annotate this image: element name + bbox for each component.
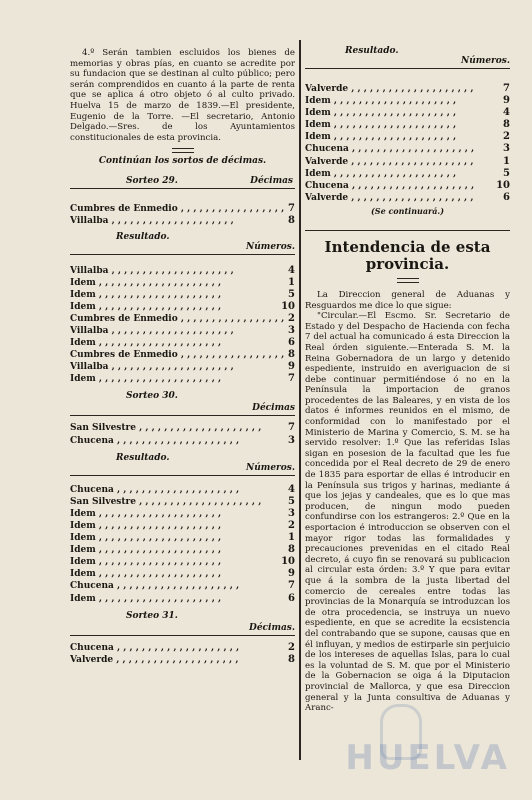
- entry-number: 4: [503, 107, 510, 119]
- sorteo-30-header: [70, 391, 295, 403]
- sorteo-row: [70, 642, 295, 654]
- heading-separator: [305, 230, 510, 231]
- entry-number: 1: [288, 276, 295, 288]
- right-column: [305, 46, 510, 714]
- entry-number: 5: [288, 495, 295, 507]
- entry-name: Idem , , , , , , , , , , , , , , , , , , , ,: [305, 132, 456, 143]
- result-row: [305, 192, 510, 204]
- entry-name: Idem , , , , , , , , , , , , , , , , , , , ,: [70, 557, 221, 568]
- entry-name: Cumbres de Enmedio , , , , , , , , , , , , , , , , , , , ,: [70, 350, 284, 361]
- entry-number: 10: [281, 556, 295, 568]
- entry-number: 10: [496, 179, 510, 191]
- entry-name: Valverde , , , , , , , , , , , , , , , , , , , ,: [305, 84, 473, 95]
- sorteo-29-result-label: Resultado.: [116, 231, 170, 242]
- left-column: [70, 48, 295, 666]
- entry-name: Valverde , , , , , , , , , , , , , , , , , , , ,: [305, 157, 473, 168]
- entry-number: 1: [503, 155, 510, 167]
- sorteo-30-col-label: Décimas: [70, 403, 295, 416]
- right-numbers-label: Números.: [305, 56, 510, 69]
- result-row: [70, 496, 295, 508]
- entry-number: 3: [288, 434, 295, 446]
- entry-number: 8: [503, 119, 510, 131]
- entry-number: 2: [503, 131, 510, 143]
- entry-name: Villalba , , , , , , , , , , , , , , , , , , , ,: [70, 362, 234, 373]
- result-row: [70, 568, 295, 580]
- heading-underline: [397, 278, 419, 283]
- intro-paragraph: 4.º Serán tambien escluidos los bienes de memorias y obras pías, en cuanto se acredite por su fundacion que se destinan al culto público; pero serán comprendidos en cuanto á la parte de renta que se aplica á otro objeto ó al culto privado. Huelva 15 de marzo de 1839.—El presidente, Eugenio de la Torre. —El secretario, Antonio Delgado.—Sres. de los Ayuntamientos constitucionales de esta provincia.: [70, 48, 295, 143]
- sorteo-row: [70, 422, 295, 434]
- result-row: [70, 361, 295, 373]
- entry-number: 10: [281, 300, 295, 312]
- result-row: [305, 143, 510, 155]
- entry-number: 2: [288, 641, 295, 653]
- entry-name: Idem , , , , , , , , , , , , , , , , , , , ,: [305, 96, 456, 107]
- sorteo-30-result-label: Resultado.: [116, 452, 170, 463]
- entry-name: Idem , , , , , , , , , , , , , , , , , , , ,: [70, 569, 221, 580]
- entry-name: Chucena , , , , , , , , , , , , , , , , , , , ,: [70, 643, 239, 654]
- result-row: [305, 95, 510, 107]
- watermark-logo: HUELVA: [345, 738, 510, 778]
- entry-name: Idem , , , , , , , , , , , , , , , , , , , ,: [70, 302, 221, 313]
- result-row: [70, 337, 295, 349]
- entry-number: 1: [288, 532, 295, 544]
- entry-name: Chucena , , , , , , , , , , , , , , , , , , , ,: [70, 581, 239, 592]
- sorteo-30-rows: [70, 422, 295, 446]
- entry-name: Idem , , , , , , , , , , , , , , , , , , , ,: [70, 545, 221, 556]
- sorteo-row: [70, 215, 295, 227]
- sorteo-row: [70, 654, 295, 666]
- entry-name: Valverde , , , , , , , , , , , , , , , , , , , ,: [305, 193, 473, 204]
- sorteo-30-title: Sorteo 30.: [126, 391, 178, 402]
- entry-number: 7: [288, 422, 295, 434]
- entry-number: 7: [288, 203, 295, 215]
- entry-number: 2: [288, 519, 295, 531]
- entry-number: 3: [288, 507, 295, 519]
- result-row: [305, 168, 510, 180]
- result-row: [70, 289, 295, 301]
- entry-name: Villalba , , , , , , , , , , , , , , , , , , , ,: [70, 266, 234, 277]
- entry-name: Idem , , , , , , , , , , , , , , , , , , , ,: [70, 290, 221, 301]
- entry-number: 5: [288, 288, 295, 300]
- column-divider: [299, 40, 301, 760]
- result-row: [70, 265, 295, 277]
- result-row: [70, 484, 295, 496]
- result-row: [70, 325, 295, 337]
- sorteo-30-results: [70, 484, 295, 605]
- entry-number: 3: [503, 143, 510, 155]
- section-heading: Intendencia de esta provincia.: [324, 237, 491, 273]
- entry-name: Chucena , , , , , , , , , , , , , , , , , , , ,: [305, 181, 474, 192]
- sorteo-29-title: Sorteo 29.: [126, 176, 178, 187]
- entry-name: Idem , , , , , , , , , , , , , , , , , , , ,: [305, 169, 456, 180]
- entry-number: 9: [503, 95, 510, 107]
- result-row: [70, 373, 295, 385]
- entry-number: 8: [288, 653, 295, 665]
- entry-name: Valverde , , , , , , , , , , , , , , , , , , , ,: [70, 655, 238, 666]
- result-row: [70, 349, 295, 361]
- entry-name: Idem , , , , , , , , , , , , , , , , , , , ,: [70, 594, 221, 605]
- sorteo-31-col-label: Décimas.: [70, 623, 295, 636]
- body-paragraph-1: La Direccion general de Aduanas y Resguardos me dice lo que sigue:: [305, 289, 510, 311]
- result-row: [305, 131, 510, 143]
- continuara-note: (Se continuará.): [371, 205, 444, 216]
- result-row: [70, 544, 295, 556]
- entry-number: 8: [288, 349, 295, 361]
- entry-name: Chucena , , , , , , , , , , , , , , , , , , , ,: [70, 436, 239, 447]
- entry-number: 9: [288, 568, 295, 580]
- entry-number: 9: [288, 361, 295, 373]
- entry-name: Idem , , , , , , , , , , , , , , , , , , , ,: [70, 338, 221, 349]
- entry-number: 6: [288, 337, 295, 349]
- entry-number: 4: [288, 264, 295, 276]
- result-row: [70, 277, 295, 289]
- entry-name: Cumbres de Enmedio , , , , , , , , , , , , , , , , , , , ,: [70, 204, 284, 215]
- entry-name: Chucena , , , , , , , , , , , , , , , , , , , ,: [70, 485, 239, 496]
- entry-number: 6: [503, 191, 510, 203]
- result-row: [70, 508, 295, 520]
- sorteo-row: [70, 203, 295, 215]
- entry-number: 7: [288, 373, 295, 385]
- entry-number: 2: [288, 312, 295, 324]
- result-row: [70, 301, 295, 313]
- result-row: [305, 156, 510, 168]
- entry-number: 7: [288, 580, 295, 592]
- entry-name: San Silvestre , , , , , , , , , , , , , , , , , , , ,: [70, 423, 261, 434]
- sorteo-29-col-label: Décimas: [250, 176, 293, 187]
- sorteo-29-numbers-label: Números.: [70, 242, 295, 255]
- result-row: [70, 313, 295, 325]
- entry-name: Idem , , , , , , , , , , , , , , , , , , , ,: [70, 278, 221, 289]
- entry-number: 7: [503, 83, 510, 94]
- entry-name: Idem , , , , , , , , , , , , , , , , , , , ,: [70, 509, 221, 520]
- entry-number: 3: [288, 325, 295, 336]
- result-row: [70, 593, 295, 605]
- sorteo-31-header: [70, 611, 295, 623]
- entry-name: Chucena , , , , , , , , , , , , , , , , , , , ,: [305, 144, 474, 155]
- entry-number: 8: [288, 215, 295, 227]
- entry-name: San Silvestre , , , , , , , , , , , , , , , , , , , ,: [70, 497, 261, 508]
- continuation-title: Continúan los sortos de décimas.: [98, 156, 267, 167]
- entry-name: Cumbres de Enmedio , , , , , , , , , , , , , , , , , , , ,: [70, 314, 284, 325]
- sorteo-30-numbers-label: Números.: [70, 463, 295, 476]
- sorteo-29-header: [70, 176, 295, 189]
- entry-number: 5: [503, 167, 510, 179]
- entry-number: 4: [288, 483, 295, 495]
- result-row: [305, 83, 510, 95]
- entry-name: Idem , , , , , , , , , , , , , , , , , , , ,: [305, 120, 456, 131]
- entry-name: Idem , , , , , , , , , , , , , , , , , , , ,: [70, 374, 221, 385]
- entry-name: Idem , , , , , , , , , , , , , , , , , , , ,: [305, 108, 456, 119]
- entry-number: 8: [288, 544, 295, 556]
- entry-name: Villalba , , , , , , , , , , , , , , , , , , , ,: [70, 216, 234, 227]
- right-result-label: Resultado.: [345, 46, 399, 56]
- result-row: [70, 556, 295, 568]
- result-row: [305, 107, 510, 119]
- entry-name: Villalba , , , , , , , , , , , , , , , , , , , ,: [70, 326, 234, 337]
- entry-name: Idem , , , , , , , , , , , , , , , , , , , ,: [70, 521, 221, 532]
- sorteo-row: [70, 435, 295, 447]
- body-paragraph-2: "Circular.—El Escmo. Sr. Secretario de Estado y del Despacho de Hacienda con fecha 7 del actual ha comunicado á esta Direccion la Real órden siguiente.—Enterada S. M. la Reina Gobernadora de un largo y detenido espediente, instruido en averiguacion de si debe continuar permitiéndose ó no en la Península la importacion de granos procedentes de las Baleares, y en vista de los datos é informes reunidos en el mismo, de conformidad con lo manifestado por el Ministerio de Marina y Comercio, S. M. se ha servido resolver: 1.º Que las referidas Islas sigan en posesion de la facultad que les fue concedida por el Real decreto de 29 de enero de 1835 para esportar de ellas é introducir en la Península sus trigos y harinas, mediante á que los jejas y candeales, que es lo que mas producen, de ningun modo pueden confundirse con los estrangeros: 2.º Que en la esportacion é introduccion se observen con el mayor rigor todas las formalidades y precauciones prevenidas en el citado Real decreto, á cuyo fin se renovará su publicacion al circular esta órden: 3.º Y que para evitar que á la sombra de la justa libertad del comercio de cereales entre todas las provincias de la Monarquía se introduzcan los de otra procedencia, se instruya un nuevo espediente, en que se acredite la ecsistencia del contrabando que se supone, causas que en él influyan, y medios de estirparle sin perjuicio de los intereses de aquellas Islas, para lo cual es la voluntad de S. M. que por el Ministerio de la Gobernacion se oiga á la Diputacion provincial de Mallorca, y que esa Direccion general y la Junta consultiva de Aduanas y Aranc-: [305, 311, 510, 714]
- result-row: [70, 520, 295, 532]
- result-row: [70, 580, 295, 592]
- sorteo-29-results: [70, 265, 295, 386]
- sorteo-29-rows: [70, 203, 295, 227]
- result-row: [70, 532, 295, 544]
- sorteo-31-rows: [70, 642, 295, 666]
- entry-number: 6: [288, 592, 295, 604]
- result-row: [305, 119, 510, 131]
- right-results: [305, 83, 510, 204]
- result-row: [305, 180, 510, 192]
- sorteo-31-title: Sorteo 31.: [126, 610, 178, 621]
- separator: [172, 148, 194, 153]
- entry-name: Idem , , , , , , , , , , , , , , , , , , , ,: [70, 533, 221, 544]
